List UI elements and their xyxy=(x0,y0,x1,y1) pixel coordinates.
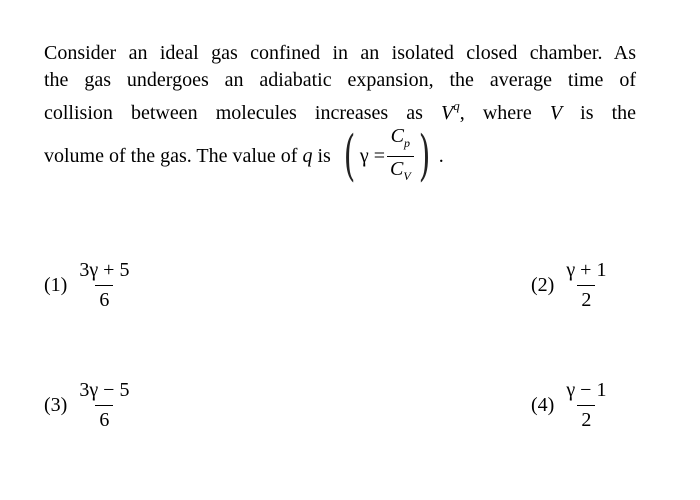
cp-cv-fraction xyxy=(387,125,414,188)
option-1[interactable] xyxy=(44,258,133,313)
question-text xyxy=(44,40,636,127)
exponent-q: q xyxy=(453,98,460,113)
option-4-denominator: 2 xyxy=(577,405,595,433)
cv-subscript: V xyxy=(403,168,411,183)
option-4-label: (4) xyxy=(531,394,555,416)
option-3-numerator: 3γ − 5 xyxy=(79,379,130,401)
option-1-fraction xyxy=(75,258,133,313)
volume-variable: V xyxy=(441,102,454,124)
option-2-numerator: γ + 1 xyxy=(566,259,607,281)
option-3[interactable] xyxy=(44,378,133,433)
cp-subscript: p xyxy=(404,135,411,150)
option-2[interactable] xyxy=(531,258,610,313)
question-line-4-is: is xyxy=(317,144,331,167)
option-1-label: (1) xyxy=(44,274,68,296)
gamma-lhs: γ = xyxy=(359,144,385,167)
option-3-label: (3) xyxy=(44,394,68,416)
question-line-3-start: collision between molecules increases as xyxy=(44,102,423,124)
option-2-fraction xyxy=(562,258,610,313)
question-line-4-end: . xyxy=(438,144,444,167)
option-2-label: (2) xyxy=(531,274,555,296)
question-line-3-mid: , where xyxy=(459,102,532,124)
question-line-3-end: is the xyxy=(580,102,637,124)
question-line-4 xyxy=(44,124,444,188)
left-paren-icon: ( xyxy=(343,124,356,187)
cp-base: C xyxy=(390,124,405,147)
gamma-definition xyxy=(339,125,435,187)
option-4-numerator: γ − 1 xyxy=(566,379,607,401)
question-line-4-start: volume of the gas. The value of xyxy=(44,144,298,167)
q-variable: q xyxy=(302,144,313,167)
question-line-3 xyxy=(44,93,636,127)
cp-numerator xyxy=(388,125,413,156)
option-3-fraction xyxy=(75,378,133,433)
option-2-denominator: 2 xyxy=(577,285,595,313)
volume-variable-v: V xyxy=(549,102,563,124)
option-4-fraction xyxy=(562,378,610,433)
cv-denominator xyxy=(387,156,414,188)
question-line-1: Consider an ideal gas confined in an isolated closed chamber. As xyxy=(44,42,636,64)
option-1-denominator: 6 xyxy=(95,285,113,313)
right-paren-icon: ) xyxy=(418,124,431,187)
option-3-denominator: 6 xyxy=(95,405,113,433)
cv-base: C xyxy=(390,157,404,180)
option-4[interactable] xyxy=(531,378,610,433)
option-1-numerator: 3γ + 5 xyxy=(79,259,130,281)
question-line-2: the gas undergoes an adiabatic expansion, the average time of xyxy=(44,68,636,91)
